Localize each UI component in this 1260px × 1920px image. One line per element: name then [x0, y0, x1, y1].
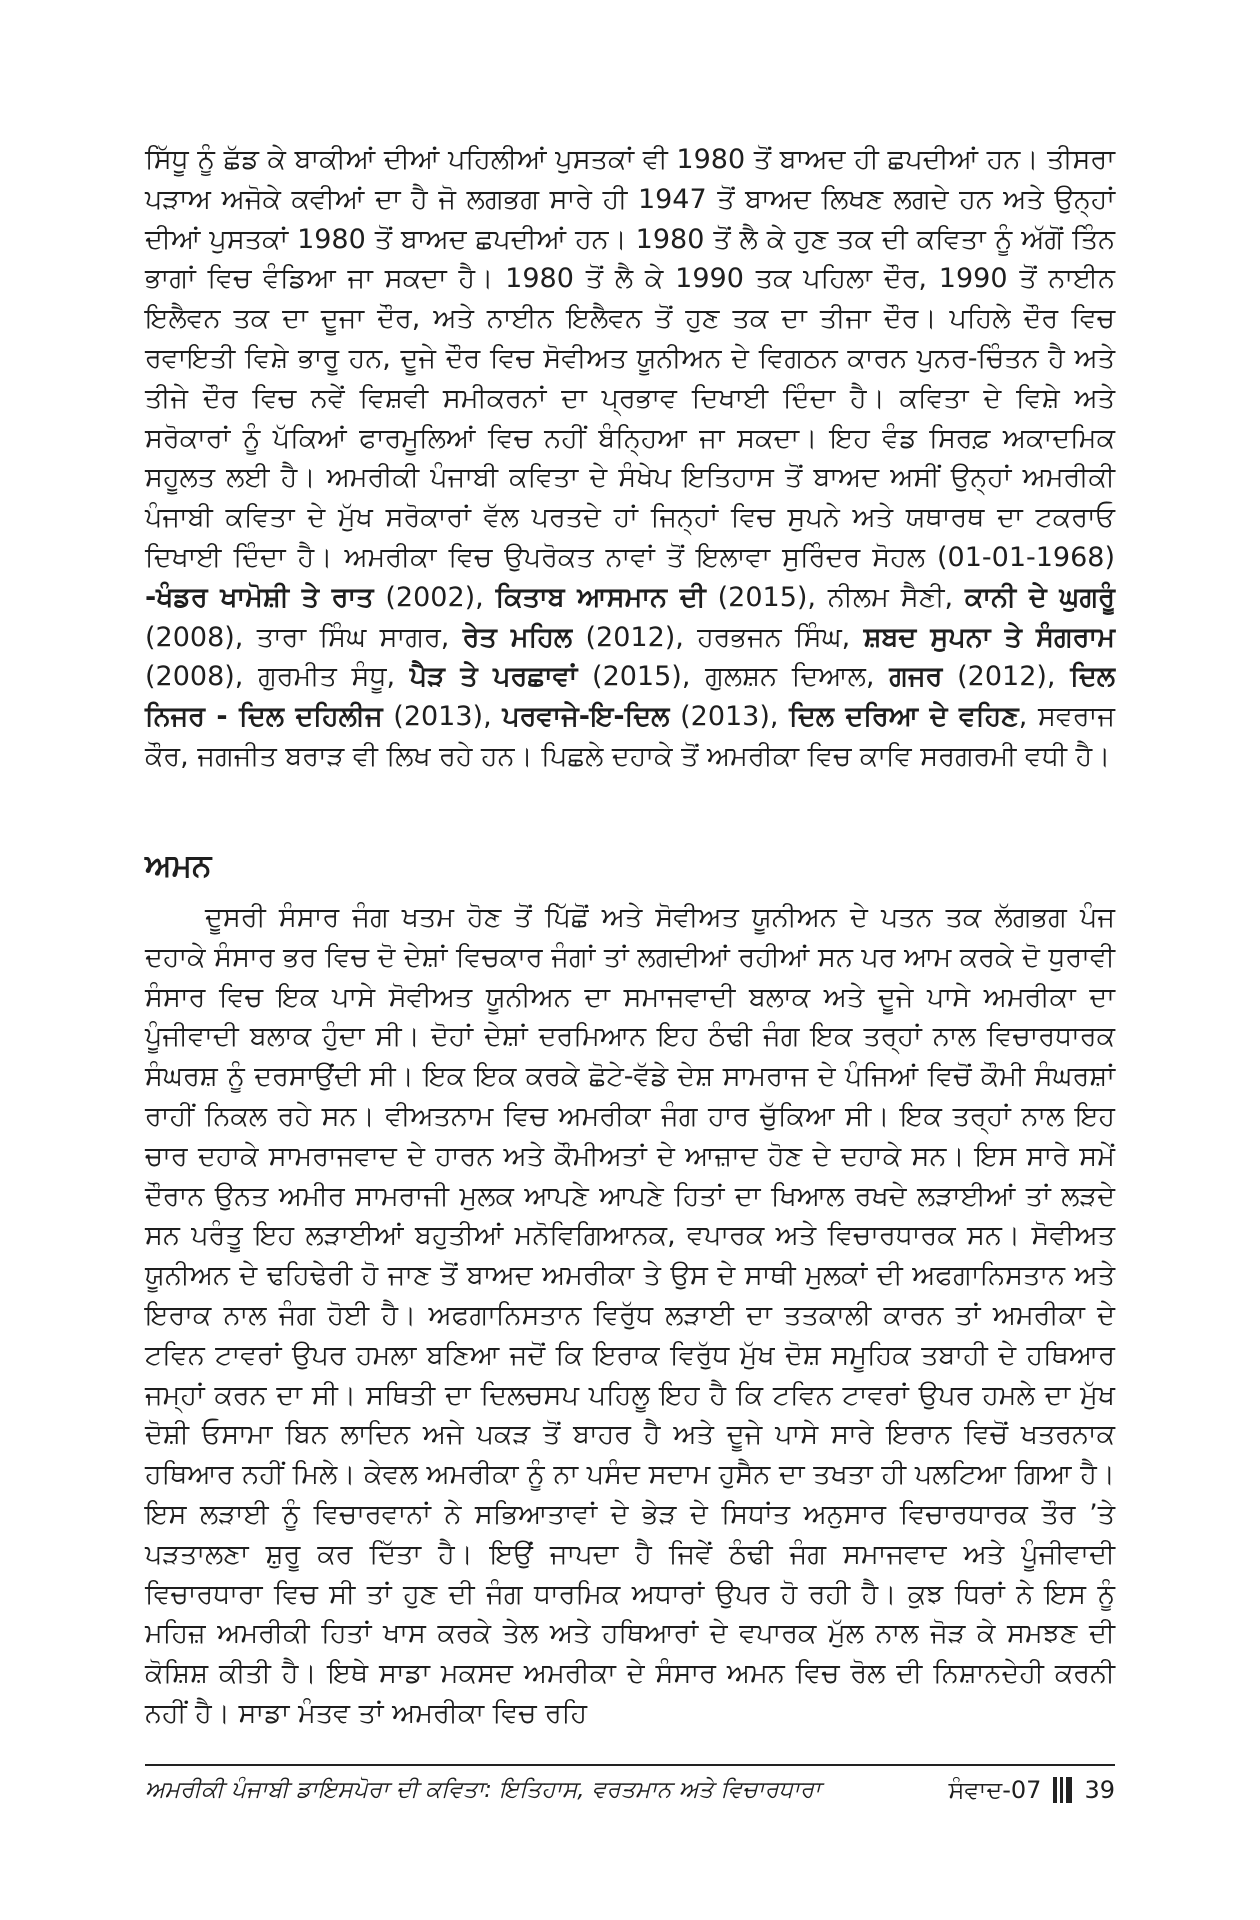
intro-text-segment: (2015), ਨੀਲਮ ਸੈਣੀ, — [705, 581, 965, 613]
intro-text-segment: (2008), ਤਾਰਾ ਸਿੰਘ ਸਾਗਰ, — [145, 621, 463, 653]
intro-text-segment: (2008), ਗੁਰਮੀਤ ਸੰਧੂ, — [145, 661, 410, 693]
book-title: ਕਾਨੀ ਦੇ ਘੁਗਰੂੰ — [964, 581, 1116, 613]
section-heading: ਅਮਨ — [145, 848, 212, 884]
book-title: ਗਜਰ — [889, 661, 943, 693]
section-paragraph: ਦੂਸਰੀ ਸੰਸਾਰ ਜੰਗ ਖਤਮ ਹੋਣ ਤੋਂ ਪਿੱਛੋਂ ਅਤੇ ਸੋਵੀਅਤ ਯੂਨੀਅਨ ਦੇ ਪਤਨ ਤਕ ਲੱਗਭਗ ਪੰਜ ਦਹਾਕੇ ਸੰਸਾਰ ਭਰ ਵਿਚ ਦੋ ਦੇਸ਼ਾਂ ਵਿਚਕਾਰ ਜੰਗਾਂ ਤਾਂ ਲਗਦੀਆਂ ਰਹੀਆਂ ਸਨ ਪਰ ਆਮ ਕਰਕੇ ਦੋ ਧੁਰਾਵੀ ਸੰਸਾਰ ਵਿਚ ਇਕ ਪਾਸੇ ਸੋਵੀਅਤ ਯੂਨੀਅਨ ਦਾ ਸਮਾਜਵਾਦੀ ਬਲਾਕ ਅਤੇ ਦੂਜੇ ਪਾਸੇ ਅਮਰੀਕਾ ਦਾ ਪੂੰਜੀਵਾਦੀ ਬਲਾਕ ਹੁੰਦਾ ਸੀ। ਦੋਹਾਂ ਦੇਸ਼ਾਂ ਦਰਮਿਆਨ ਇਹ ਠੰਢੀ ਜੰਗ ਇਕ ਤਰ੍ਹਾਂ ਨਾਲ ਵਿਚਾਰਧਾਰਕ ਸੰਘਰਸ਼ ਨੂੰ ਦਰਸਾਉਂਦੀ ਸੀ। ਇਕ ਇਕ ਕਰਕੇ ਛੋਟੇ-ਵੱਡੇ ਦੇਸ਼ ਸਾਮਰਾਜ ਦੇ ਪੰਜਿਆਂ ਵਿਚੋਂ ਕੌਮੀ ਸੰਘਰਸ਼ਾਂ ਰਾਹੀਂ ਨਿਕਲ ਰਹੇ ਸਨ। ਵੀਅਤਨਾਮ ਵਿਚ ਅਮਰੀਕਾ ਜੰਗ ਹਾਰ ਚੁੱਕਿਆ ਸੀ। ਇਕ ਤਰ੍ਹਾਂ ਨਾਲ ਇਹ ਚਾਰ ਦਹਾਕੇ ਸਾਮਰਾਜਵਾਦ ਦੇ ਹਾਰਨ ਅਤੇ ਕੌਮੀਅਤਾਂ ਦੇ ਆਜ਼ਾਦ ਹੋਣ ਦੇ ਦਹਾਕੇ ਸਨ। ਇਸ ਸਾਰੇ ਸਮੇਂ ਦੌਰਾਨ ਉਨਤ ਅਮੀਰ ਸਾਮਰਾਜੀ ਮੁਲਕ ਆਪਣੇ ਆਪਣੇ ਹਿਤਾਂ ਦਾ ਖਿਆਲ ਰਖਦੇ ਲੜਾਈਆਂ ਤਾਂ ਲੜਦੇ ਸਨ ਪਰੰਤੂ ਇਹ ਲੜਾਈਆਂ ਬਹੁਤੀਆਂ ਮਨੋਵਿਗਿਆਨਕ, ਵਪਾਰਕ ਅਤੇ ਵਿਚਾਰਧਾਰਕ ਸਨ। ਸੋਵੀਅਤ ਯੂਨੀਅਨ ਦੇ ਢਹਿਢੇਰੀ ਹੋ ਜਾਣ ਤੋਂ ਬਾਅਦ ਅਮਰੀਕਾ ਤੇ ਉਸ ਦੇ ਸਾਥੀ ਮੁਲਕਾਂ ਦੀ ਅਫਗਾਨਿਸਤਾਨ ਅਤੇ ਇਰਾਕ ਨਾਲ ਜੰਗ ਹੋਈ ਹੈ। ਅਫਗਾਨਿਸਤਾਨ ਵਿਰੁੱਧ ਲੜਾਈ ਦਾ ਤਤਕਾਲੀ ਕਾਰਨ ਤਾਂ ਅਮਰੀਕਾ ਦੇ ਟਵਿਨ ਟਾਵਰਾਂ ਉਪਰ ਹਮਲਾ ਬਣਿਆ ਜਦੋਂ ਕਿ ਇਰਾਕ ਵਿਰੁੱਧ ਮੁੱਖ ਦੋਸ਼ ਸਮੂਹਿਕ ਤਬਾਹੀ ਦੇ ਹਥਿਆਰ ਜਮ੍ਹਾਂ ਕਰਨ ਦਾ ਸੀ। ਸਥਿਤੀ ਦਾ ਦਿਲਚਸਪ ਪਹਿਲੂ ਇਹ ਹੈ ਕਿ ਟਵਿਨ ਟਾਵਰਾਂ ਉਪਰ ਹਮਲੇ ਦਾ ਮੁੱਖ ਦੋਸ਼ੀ ਓਸਾਮਾ ਬਿਨ ਲਾਦਿਨ ਅਜੇ ਪਕੜ ਤੋਂ ਬਾਹਰ ਹੈ ਅਤੇ ਦੂਜੇ ਪਾਸੇ ਸਾਰੇ ਇਰਾਨ ਵਿਚੋਂ ਖਤਰਨਾਕ ਹਥਿਆਰ ਨਹੀਂ ਮਿਲੇ। ਕੇਵਲ ਅਮਰੀਕਾ ਨੂੰ ਨਾ ਪਸੰਦ ਸਦਾਮ ਹੁਸੈਨ ਦਾ ਤਖਤਾ ਹੀ ਪਲਟਿਆ ਗਿਆ ਹੈ। ਇਸ ਲੜਾਈ ਨੂੰ ਵਿਚਾਰਵਾਨਾਂ ਨੇ ਸਭਿਆਤਾਵਾਂ ਦੇ ਭੇੜ ਦੇ ਸਿਧਾਂਤ ਅਨੁਸਾਰ ਵਿਚਾਰਧਾਰਕ ਤੌਰ ’ਤੇ ਪੜਤਾਲਣਾ ਸ਼ੁਰੂ ਕਰ ਦਿੱਤਾ ਹੈ। ਇਉਂ ਜਾਪਦਾ ਹੈ ਜਿਵੇਂ ਠੰਢੀ ਜੰਗ ਸਮਾਜਵਾਦ ਅਤੇ ਪੂੰਜੀਵਾਦੀ ਵਿਚਾਰਧਾਰਾ ਵਿਚ ਸੀ ਤਾਂ ਹੁਣ ਦੀ ਜੰਗ ਧਾਰਮਿਕ ਅਧਾਰਾਂ ਉਪਰ ਹੋ ਰਹੀ ਹੈ। ਕੁਝ ਧਿਰਾਂ ਨੇ ਇਸ ਨੂੰ ਮਹਿਜ਼ ਅਮਰੀਕੀ ਹਿਤਾਂ ਖਾਸ ਕਰਕੇ ਤੇਲ ਅਤੇ ਹਥਿਆਰਾਂ ਦੇ ਵਪਾਰਕ ਮੁੱਲ ਨਾਲ ਜੋੜ ਕੇ ਸਮਝਣ ਦੀ ਕੋਸ਼ਿਸ਼ ਕੀਤੀ ਹੈ। ਇਥੇ ਸਾਡਾ ਮਕਸਦ ਅਮਰੀਕਾ ਦੇ ਸੰਸਾਰ ਅਮਨ ਵਿਚ ਰੋਲ ਦੀ ਨਿਸ਼ਾਨਦੇਹੀ ਕਰਨੀ ਨਹੀਂ ਹੈ। ਸਾਡਾ ਮੰਤਵ ਤਾਂ ਅਮਰੀਕਾ ਵਿਚ ਰਹਿ — [145, 902, 1115, 1729]
footer-rule — [145, 1764, 1115, 1766]
intro-text-segment: (2013), — [669, 701, 790, 733]
book-title: ਰੇਤ ਮਹਿਲ — [462, 621, 573, 653]
issue-label: ਸੰਵਾਦ-07 — [948, 1776, 1042, 1804]
intro-text-segment: (2012), ਹਰਭਜਨ ਸਿੰਘ, — [572, 621, 864, 653]
intro-text-segment: , ਸਵਰਾਜ ਕੌਰ, ਜਗਜੀਤ ਬਰਾੜ ਵੀ ਲਿਖ ਰਹੇ ਹਨ। ਪਿਛਲੇ ਦਹਾਕੇ ਤੋਂ ਅਮਰੀਕਾ ਵਿਚ ਕਾਵਿ ਸਰਗਰਮੀ ਵਧੀ ਹੈ। — [145, 701, 1115, 772]
page-footer — [145, 1770, 1115, 1810]
bars-icon — [1053, 1776, 1072, 1804]
book-title: ਪਰਵਾਜੇ-ਇ-ਦਿਲ — [502, 701, 670, 733]
intro-text-segment: (2012), — [942, 661, 1071, 693]
book-title: ਦਿਲ ਦਰਿਆ ਦੇ ਵਹਿਣ — [789, 701, 1019, 733]
page-number: 39 — [1084, 1776, 1115, 1804]
book-title: ਪੈੜ ਤੇ ਪਰਛਾਵਾਂ — [409, 661, 578, 693]
intro-text-segment: (2002), — [373, 581, 496, 613]
footer-page-info — [948, 1770, 1115, 1810]
intro-text-segment: (2015), ਗੁਲਸ਼ਨ ਦਿਆਲ, — [577, 661, 890, 693]
intro-paragraph — [145, 140, 1115, 777]
intro-text-segment: ਸਿੱਧੂ ਨੂੰ ਛੱਡ ਕੇ ਬਾਕੀਆਂ ਦੀਆਂ ਪਹਿਲੀਆਂ ਪੁਸਤਕਾਂ ਵੀ 1980 ਤੋਂ ਬਾਅਦ ਹੀ ਛਪਦੀਆਂ ਹਨ। ਤੀਸਰਾ ਪੜਾਅ ਅਜੋਕੇ ਕਵੀਆਂ ਦਾ ਹੈ ਜੋ ਲਗਭਗ ਸਾਰੇ ਹੀ 1947 ਤੋਂ ਬਾਅਦ ਲਿਖਣ ਲਗਦੇ ਹਨ ਅਤੇ ਉਨ੍ਹਾਂ ਦੀਆਂ ਪੁਸਤਕਾਂ 1980 ਤੋਂ ਬਾਅਦ ਛਪਦੀਆਂ ਹਨ। 1980 ਤੋਂ ਲੈ ਕੇ ਹੁਣ ਤਕ ਦੀ ਕਵਿਤਾ ਨੂੰ ਅੱਗੋਂ ਤਿੰਨ ਭਾਗਾਂ ਵਿਚ ਵੰਡਿਆ ਜਾ ਸਕਦਾ ਹੈ। 1980 ਤੋਂ ਲੈ ਕੇ 1990 ਤਕ ਪਹਿਲਾ ਦੌਰ, 1990 ਤੋਂ ਨਾਈਨ ਇਲੈਵਨ ਤਕ ਦਾ ਦੂਜਾ ਦੌਰ, ਅਤੇ ਨਾਈਨ ਇਲੈਵਨ ਤੋਂ ਹੁਣ ਤਕ ਦਾ ਤੀਜਾ ਦੌਰ। ਪਹਿਲੇ ਦੌਰ ਵਿਚ ਰਵਾਇਤੀ ਵਿਸ਼ੇ ਭਾਰੂ ਹਨ, ਦੂਜੇ ਦੌਰ ਵਿਚ ਸੋਵੀਅਤ ਯੂਨੀਅਨ ਦੇ ਵਿਗਠਨ ਕਾਰਨ ਪੁਨਰ-ਚਿੰਤਨ ਹੈ ਅਤੇ ਤੀਜੇ ਦੌਰ ਵਿਚ ਨਵੇਂ ਵਿਸ਼ਵੀ ਸਮੀਕਰਨਾਂ ਦਾ ਪ੍ਰਭਾਵ ਦਿਖਾਈ ਦਿੰਦਾ ਹੈ। ਕਵਿਤਾ ਦੇ ਵਿਸ਼ੇ ਅਤੇ ਸਰੋਕਾਰਾਂ ਨੂੰ ਪੱਕਿਆਂ ਫਾਰਮੂਲਿਆਂ ਵਿਚ ਨਹੀਂ ਬੰਨ੍ਹਿਆ ਜਾ ਸਕਦਾ। ਇਹ ਵੰਡ ਸਿਰਫ਼ ਅਕਾਦਮਿਕ ਸਹੂਲਤ ਲਈ ਹੈ। ਅਮਰੀਕੀ ਪੰਜਾਬੀ ਕਵਿਤਾ ਦੇ ਸੰਖੇਪ ਇਤਿਹਾਸ ਤੋਂ ਬਾਅਦ ਅਸੀਂ ਉਨ੍ਹਾਂ ਅਮਰੀਕੀ ਪੰਜਾਬੀ ਕਵਿਤਾ ਦੇ ਮੁੱਖ ਸਰੋਕਾਰਾਂ ਵੱਲ ਪਰਤਦੇ ਹਾਂ ਜਿਨ੍ਹਾਂ ਵਿਚ ਸੁਪਨੇ ਅਤੇ ਯਥਾਰਥ ਦਾ ਟਕਰਾਓ ਦਿਖਾਈ ਦਿੰਦਾ ਹੈ। ਅਮਰੀਕਾ ਵਿਚ ਉਪਰੋਕਤ ਨਾਵਾਂ ਤੋਂ ਇਲਾਵਾ ਸੁਰਿੰਦਰ ਸੋਹਲ (01-01-1968) — [145, 144, 1115, 573]
book-title: -ਖੰਡਰ ਖਾਮੋਸ਼ੀ ਤੇ ਰਾਤ — [145, 581, 374, 613]
book-title: ਦਿਲ ਨਿਜਰ - ਦਿਲ ਦਹਿਲੀਜ — [145, 661, 1116, 733]
book-title: ਸ਼ਬਦ ਸੁਪਨਾ ਤੇ ਸੰਗਰਾਮ — [863, 621, 1115, 653]
book-title: ਕਿਤਾਬ ਆਸਮਾਨ ਦੀ — [495, 581, 706, 613]
running-title: ਅਮਰੀਕੀ ਪੰਜਾਬੀ ਡਾਇਸਪੋਰਾ ਦੀ ਕਵਿਤਾ: ਇਤਿਹਾਸ, ਵਰਤਮਾਨ ਅਤੇ ਵਿਚਾਰਧਾਰਾ — [145, 1777, 821, 1803]
intro-text-segment: (2013), — [382, 701, 503, 733]
